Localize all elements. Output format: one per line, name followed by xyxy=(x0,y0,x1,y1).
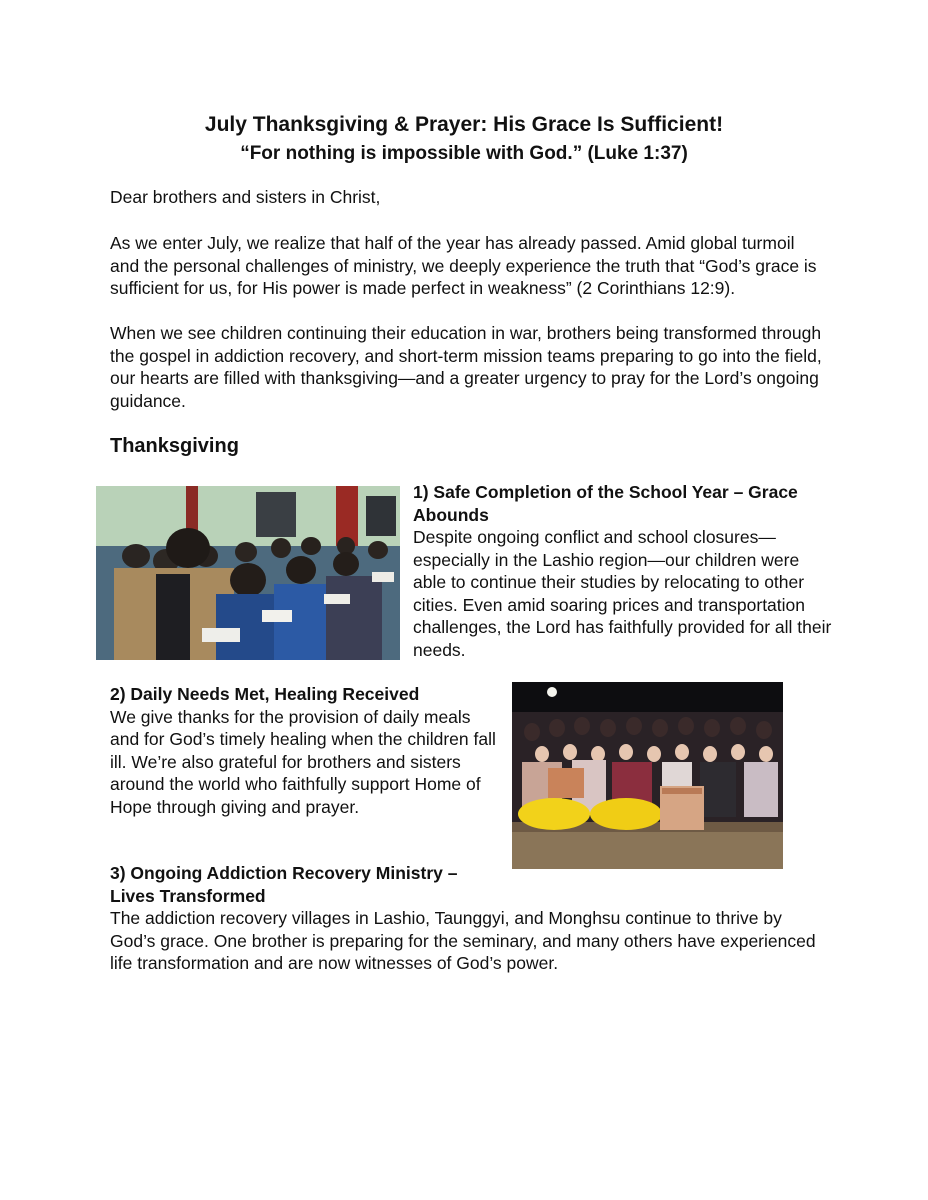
greeting: Dear brothers and sisters in Christ, xyxy=(110,187,381,207)
item-2-body: We give thanks for the provision of daily meals and for God’s timely healing when the children fall ill. We’re also grateful for brothers and sisters around the world who faithfully support Home of Hope through giving and prayer. xyxy=(110,706,496,817)
intro-paragraph-1: As we enter July, we realize that half of the year has already passed. Amid global turmoil and the personal challenges of ministry, we deeply experience the truth that “God’s grace is sufficient for us, for His power is made perfect in weakness” (2 Corinthians 12:9). xyxy=(110,233,817,298)
item-1-title: 1) Safe Completion of the School Year – Grace Abounds xyxy=(413,482,798,525)
item-3-body: The addiction recovery villages in Lashio, Taunggyi, and Monghsu continue to thrive by God’s grace. One brother is preparing for the seminary, and many others have experienced life transformation and are now witnesses of God’s power. xyxy=(110,908,816,973)
scripture-subtitle: “For nothing is impossible with God.” (Luke 1:37) xyxy=(240,143,688,164)
intro-paragraph-2: When we see children continuing their education in war, brothers being transformed through the gospel in addiction recovery, and short-term mission teams preparing to go into the field, our hearts are filled with thanksgiving—and a greater urgency to pray for the Lord’s ongoing guidance. xyxy=(110,323,822,411)
photo-children-group-supplies xyxy=(512,682,783,869)
thanksgiving-item-2 xyxy=(110,683,502,818)
thanksgiving-item-3-body-block xyxy=(110,907,822,975)
photo-students-reading xyxy=(96,486,400,660)
page-title: July Thanksgiving & Prayer: His Grace Is Sufficient! xyxy=(204,113,724,136)
section-heading-thanksgiving: Thanksgiving xyxy=(110,435,239,457)
thanksgiving-item-1 xyxy=(413,481,833,661)
item-1-body: Despite ongoing conflict and school closures—especially in the Lashio region—our children were able to continue their studies by relocating to other cities. Even amid soaring prices and transportation challenges, the Lord has faithfully provided for all their needs. xyxy=(413,527,832,660)
item-3-title: 3) Ongoing Addiction Recovery Ministry – Lives Transformed xyxy=(110,863,458,906)
thanksgiving-item-3-title-block xyxy=(110,862,502,907)
item-2-title: 2) Daily Needs Met, Healing Received xyxy=(110,684,420,704)
